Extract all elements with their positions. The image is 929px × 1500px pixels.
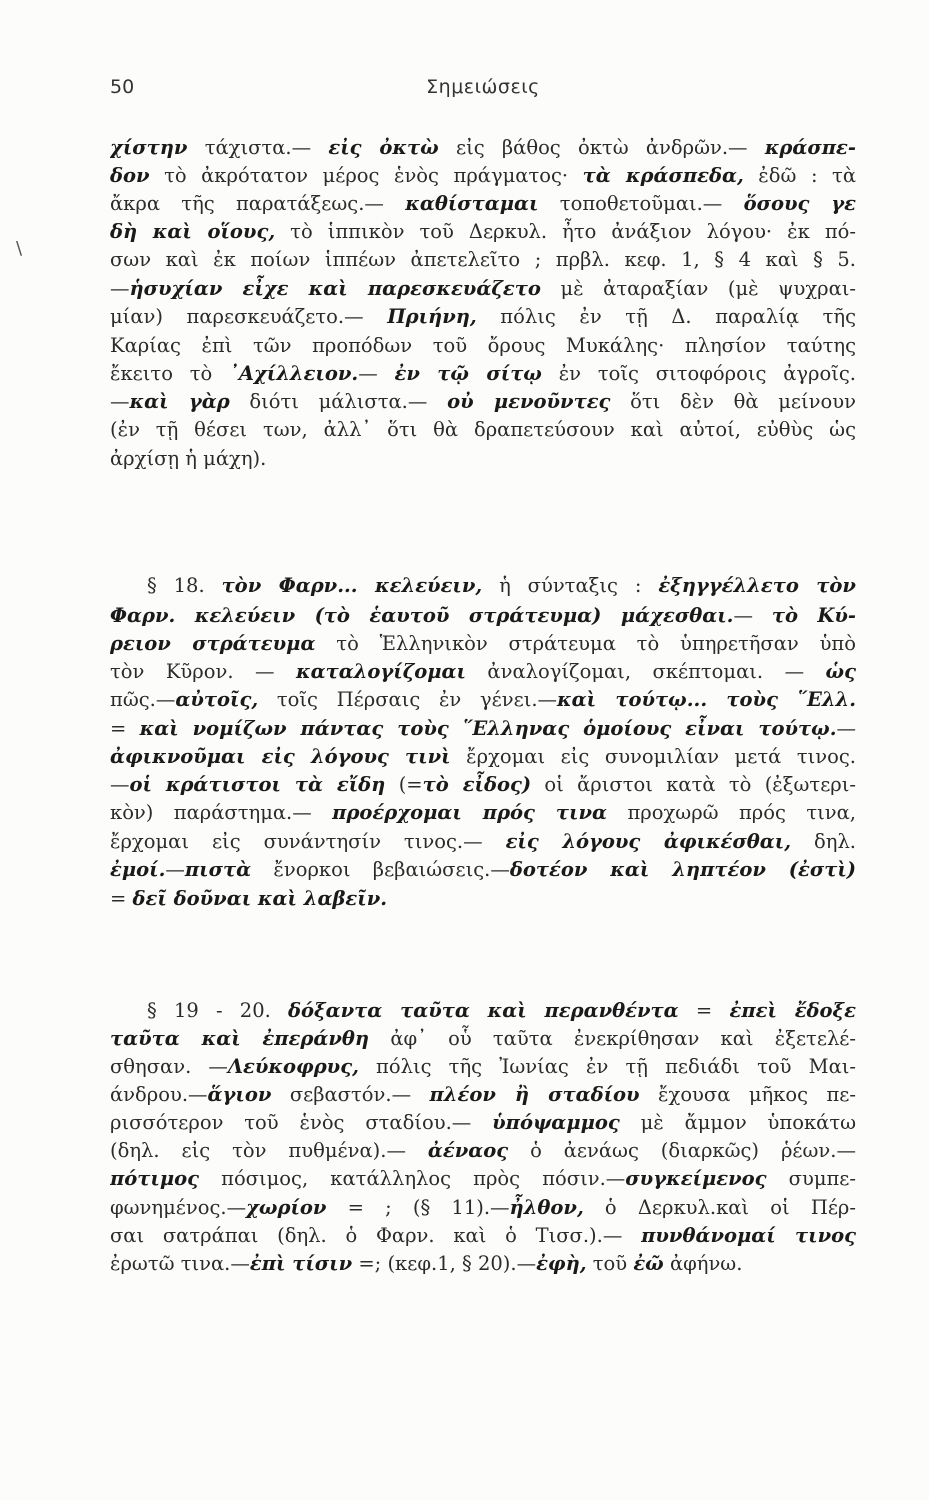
gloss-text: τὸ ἱππικὸν τοῦ Δερκυλ. ἦτο ἀνάξιον λόγου· ἐκ πό- [275,220,856,243]
lemma-term: ρειον στράτευμα [110,632,316,655]
text-line [110,797,856,829]
lemma-term: καθίσταμαι [405,192,539,215]
gloss-text: οἱ ἄριστοι κατὰ τὸ (ἐξωτερι- [531,773,856,796]
gloss-text: διότι μάλιστα.— [229,390,448,413]
lemma-term: δοτέον καὶ ληπτέον (ἐστὶ) [509,858,856,881]
gloss-text: ἀναλογίζομαι, σκέπτομαι. — [465,660,826,683]
gloss-text: — [110,773,130,796]
gloss-text: προχωρῶ πρός τινα, [607,801,856,824]
gloss-text: (= [385,773,423,796]
running-title: Σημειώσεις [426,76,540,98]
lemma-term: ἀέναος [427,1139,509,1162]
lemma-term: κράσπε- [764,136,856,159]
lemma-term: εἰς λόγους ἀφικέσθαι, [505,830,792,853]
lemma-term: ὡς [825,660,856,683]
lemma-term: ἐῶ [633,1252,664,1275]
gloss-text: μὲ ἄμμον ὑποκάτω [619,1111,856,1134]
lemma-term: δον [110,164,150,187]
lemma-term: δὴ καὶ οἵους, [110,220,276,243]
gloss-text: ἐρωτῶ τινα.— [110,1252,250,1275]
gloss-text: σαι σατράπαι (δηλ. ὁ Φαρν. καὶ ὁ Τισσ.).— [110,1224,642,1247]
gloss-text: = [678,999,730,1022]
lemma-term: τὸ Κύ- [771,604,856,627]
gloss-text: τὸ ἀκρότατον μέρος ἑνὸς πράγματος· [149,164,583,187]
lemma-term: πυνθάνομαί τινος [641,1224,856,1247]
lemma-term: ἐπὶ τίσιν [249,1252,353,1275]
gloss-text: ὁ Δερκυλ.καὶ οἱ Πέρ- [583,1196,856,1219]
gloss-text: πόσιμος, κατάλληλος πρὸς πόσιν.— [199,1167,626,1190]
lemma-term: ἐξηγγέλλετο τὸν [658,574,856,597]
gloss-text: Καρίας ἐπὶ τῶν προπόδων τοῦ ὄρους Μυκάλης· πλησίον ταύτης [110,334,856,357]
lemma-term: οὐ μενοῦντες [447,390,611,413]
gloss-text: — [733,604,772,627]
lemma-term: εἰς ὀκτὼ [328,136,439,159]
lemma-term: καὶ τούτῳ... τοὺς ῞Ελλ. [557,688,856,711]
gloss-text: — [110,390,130,413]
gloss-text: — [165,858,185,881]
lemma-term: ἡσυχίαν εἶχε καὶ παρεσκευάζετο [129,277,541,300]
text-line [110,301,856,333]
lemma-term: δεῖ δοῦναι καὶ λαβεῖν. [132,887,388,910]
lemma-term: πλέον ἢ σταδίου [429,1083,640,1106]
lemma-term: πιστὰ [184,858,252,881]
gloss-text: — [836,717,856,740]
lemma-term: ἐμοί. [110,858,166,881]
lemma-term: συγκείμενος [625,1167,767,1190]
lemma-term: καὶ γὰρ [129,390,230,413]
lemma-term: προέρχομαι πρός τινα [332,801,608,824]
gloss-text: = ; (§ 11).— [326,1196,510,1219]
lemma-term: ἐν τῷ σίτῳ [394,362,542,385]
gloss-text: μὲ ἀταραξίαν (μὲ ψυχραι- [540,277,856,300]
lemma-term: Πριήνη, [387,305,477,328]
lemma-term: καταλογίζομαι [295,660,466,683]
gloss-text: τοποθετοῦμαι.— [538,192,744,215]
gloss-text: δηλ. [791,830,856,853]
lemma-term: ὑπόψαμμος [492,1111,620,1134]
lemma-term: αὐτοῖς, [175,688,259,711]
margin-mark: \ [16,238,23,259]
gloss-text: ρισσότερον τοῦ ἑνὸς σταδίου.— [110,1111,493,1134]
text-line [110,1163,856,1195]
gloss-text: μίαν) παρεσκευάζετο.— [110,305,388,328]
gloss-text: σθησαν. — [110,1055,228,1078]
gloss-text: = [110,887,133,910]
gloss-text: σεβαστόν.— [271,1083,430,1106]
gloss-text: § 19 - 20. [147,999,289,1022]
lemma-term: οἱ κράτιστοι τὰ εἴδη [129,773,386,796]
lemma-term: Φαρν. κελεύειν (τὸ ἑαυτοῦ στράτευμα) μάχεσθαι. [110,604,734,627]
gloss-text: — [358,362,395,385]
gloss-text: σων καὶ ἐκ ποίων ἱππέων ἀπετελεῖτο ; πρβλ. κεφ. 1, § 4 καὶ § 5. [110,248,856,271]
text-line [110,414,856,446]
gloss-text: ἔρχομαι εἰς συνομιλίαν μετά τινος. [450,745,856,768]
lemma-term: καὶ νομίζων πάντας τοὺς ῞Ελληνας ὁμοίους εἶναι τούτῳ. [139,717,837,740]
lemma-term: τὸ εἶδος) [422,773,532,796]
gloss-text: — [110,277,130,300]
gloss-text: άνδρου.— [110,1083,208,1106]
gloss-text: ἄκρα τῆς παρατάξεως.— [110,192,406,215]
gloss-text: § 18. [147,574,222,597]
gloss-text: τοῦ [586,1252,634,1275]
lemma-term: ἅγιον [207,1083,272,1106]
lemma-term: χωρίον [246,1196,327,1219]
gloss-text: πόλις τῆς Ἰωνίας ἐν τῇ πεδιάδι τοῦ Μαι- [358,1055,856,1078]
lemma-term: ὅσους γε [743,192,856,215]
text-line [110,443,856,475]
lemma-term: χίστην [110,136,188,159]
gloss-text: ὅτι δὲν θὰ μείνουν [610,390,856,413]
text-line [147,570,856,602]
lemma-term: ἐπεὶ ἔδοξε [729,999,856,1022]
gloss-text: πόλις ἐν τῇ Δ. παραλίᾳ τῆς [476,305,856,328]
gloss-text: (ἐν τῇ θέσει των, ἀλλ᾽ ὅτι θὰ δραπετεύσουν καὶ αὐτοί, εὐθὺς ὡς [110,418,856,441]
page-header [110,76,856,106]
gloss-text: τοῖς Πέρσαις ἐν γένει.— [258,688,558,711]
gloss-text: ἔρχομαι εἰς συνάντησίν τινος.— [110,830,506,853]
gloss-text: ἀφήνω. [663,1252,743,1275]
gloss-text: ἔκειτο τὸ [110,362,230,385]
gloss-text: τὸ Ἑλληνικὸν στράτευμα τὸ ὑπηρετῆσαν ὑπὸ [315,632,856,655]
gloss-text: ἔχουσα μῆκος πε- [639,1083,856,1106]
gloss-text: ὁ ἀενάως (διαρκῶς) ῥέων.— [508,1139,856,1162]
gloss-text: ἔνορκοι βεβαιώσεις.— [251,858,510,881]
text-line [110,883,856,915]
gloss-text: =; (κεφ.1, § 20).— [352,1252,537,1275]
lemma-term: ταῦτα καὶ ἐπεράνθη [110,1027,370,1050]
lemma-term: δόξαντα ταῦτα καὶ περανθέντα [288,999,679,1022]
gloss-text: κὸν) παράστημα.— [110,801,333,824]
lemma-term: πότιμος [110,1167,199,1190]
lemma-term: Λεύκοφρυς, [227,1055,359,1078]
gloss-text: ἐν τοῖς σιτοφόροις ἀγροῖς. [541,362,856,385]
lemma-term: τὸν Φαρν... κελεύειν, [221,574,483,597]
lemma-term: ᾽Αχίλλειον. [229,362,359,385]
lemma-term: ἦλθον, [509,1196,584,1219]
page-number: 50 [110,76,135,98]
gloss-text: (δηλ. εἰς τὸν πυθμένα).— [110,1139,428,1162]
gloss-text: ἀφ᾽ οὗ ταῦτα ἐνεκρίθησαν καὶ ἐξετελέ- [369,1027,856,1050]
gloss-text: πῶς.— [110,688,176,711]
text-line [110,1248,856,1280]
lemma-term: τὰ κράσπεδα, [582,164,744,187]
gloss-text: ἀρχίσῃ ἡ μάχη). [110,447,267,470]
gloss-text: τὸν Κῦρον. — [110,660,296,683]
gloss-text: ἐδῶ : τὰ [743,164,856,187]
text-line [110,684,856,716]
lemma-term: ἐφὴ, [536,1252,587,1275]
gloss-text: εἰς βάθος ὀκτὼ ἀνδρῶν.— [438,136,765,159]
gloss-text: φωνημένος.— [110,1196,247,1219]
gloss-text: τάχιστα.— [187,136,329,159]
gloss-text: ἡ σύνταξις : [482,574,659,597]
gloss-text: συμπε- [766,1167,856,1190]
lemma-term: ἀφικνοῦμαι εἰς λόγους τινὶ [110,745,451,768]
text-line [110,854,856,886]
gloss-text: = [110,717,140,740]
text-line [110,244,856,276]
